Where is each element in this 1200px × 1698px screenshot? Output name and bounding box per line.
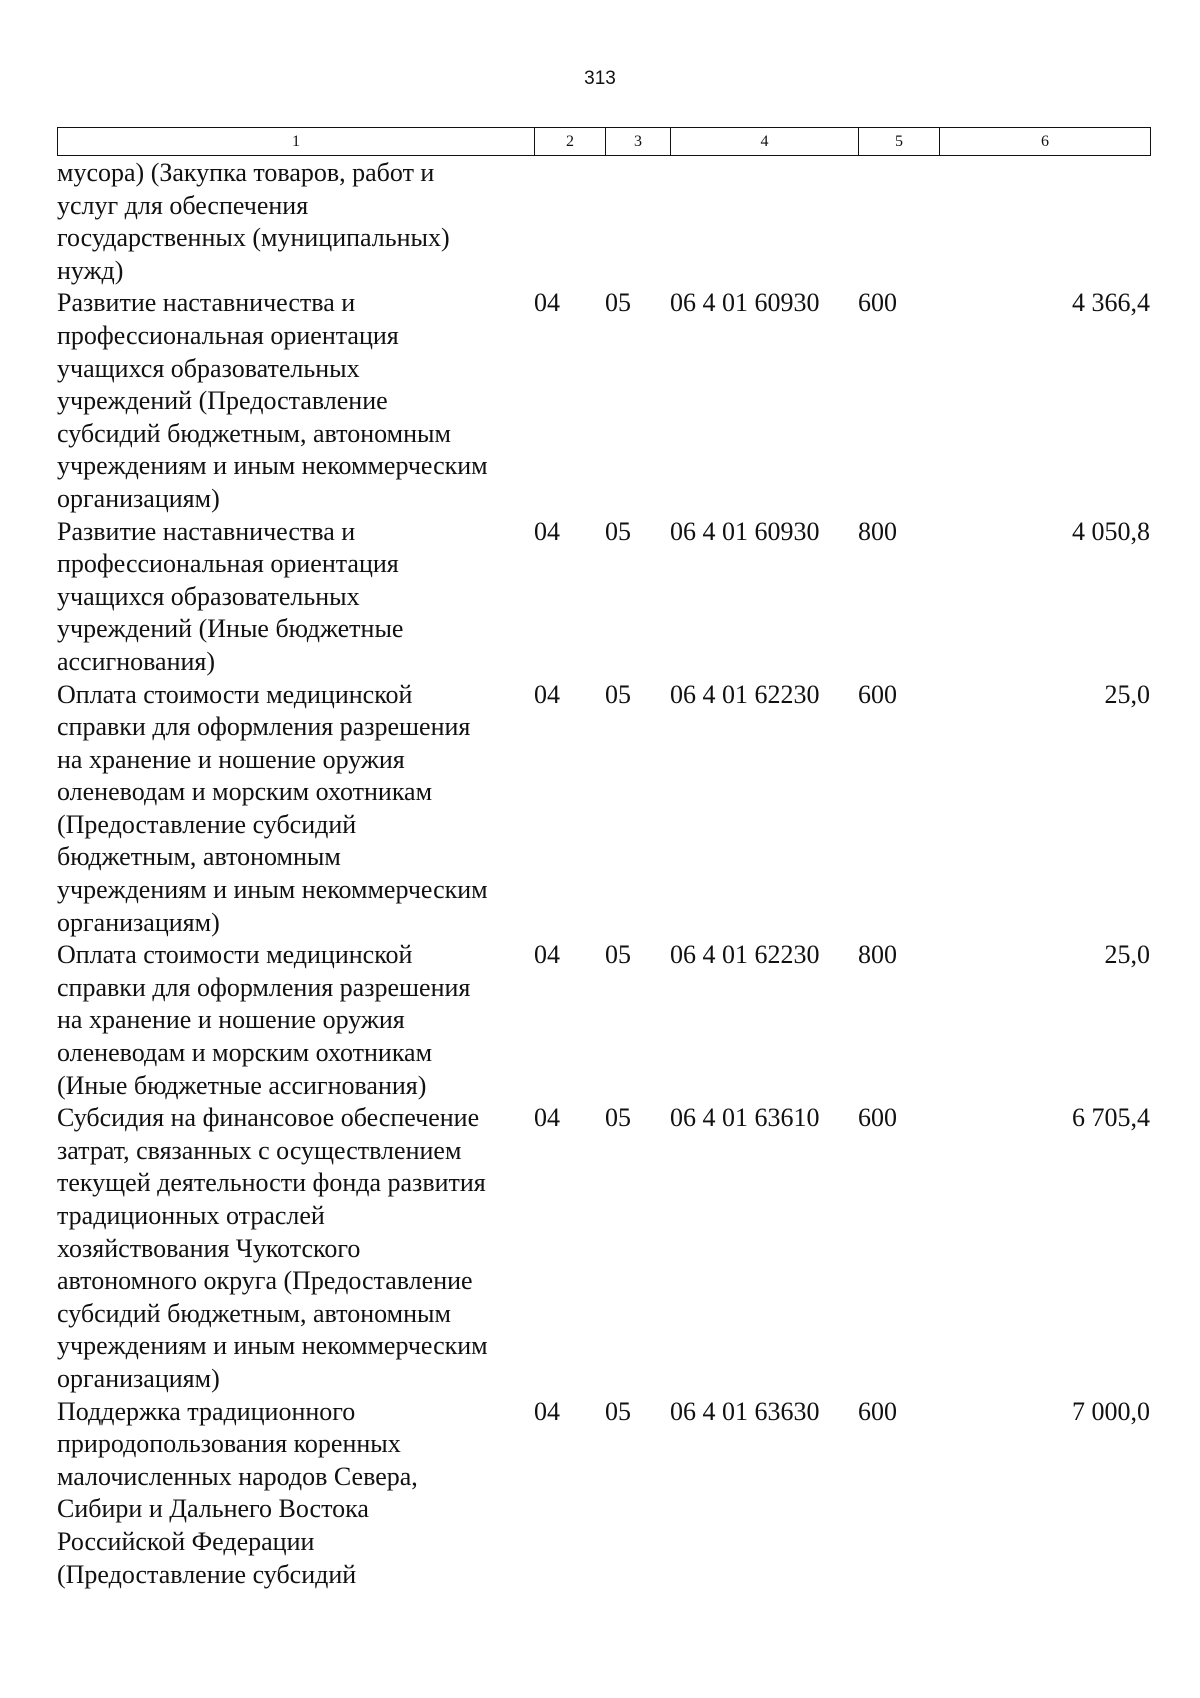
subsection-code: 05 — [605, 516, 631, 546]
amount — [939, 157, 1150, 287]
amount: 7 000,0 — [1072, 1396, 1150, 1426]
amount: 4 050,8 — [1072, 516, 1150, 546]
expense-name-line: субсидий бюджетным, автономным — [57, 1298, 451, 1328]
expense-type-code: 600 — [858, 288, 897, 318]
expense-name-line: учреждениям и иным некоммерческим — [57, 1331, 488, 1361]
expense-name — [57, 1102, 534, 1395]
expense-name-line: учреждений (Предоставление — [57, 386, 388, 416]
expense-name-line: ассигнования) — [57, 646, 216, 676]
table-row — [57, 1102, 1150, 1395]
amount: 4 366,4 — [1072, 288, 1150, 318]
expense-name — [57, 939, 534, 1102]
table-row — [57, 157, 1150, 287]
section-code: 04 — [534, 288, 560, 318]
expense-type-code: 600 — [858, 1103, 897, 1133]
target-article-code: 06 4 01 63630 — [670, 1396, 820, 1426]
expense-name-line: Субсидия на финансовое обеспечение — [57, 1103, 480, 1133]
target-article-code: 06 4 01 60930 — [670, 516, 820, 546]
subsection-code: 05 — [605, 1396, 631, 1426]
expense-name-line: Оплата стоимости медицинской — [57, 940, 413, 970]
expense-type-code: 800 — [858, 516, 897, 546]
expense-name-line: учреждений (Иные бюджетные — [57, 614, 404, 644]
expense-name-line: учреждениям и иным некоммерческим — [57, 875, 488, 905]
expense-name-line: услуг для обеспечения — [57, 190, 309, 220]
column-header-5: 5 — [859, 128, 940, 156]
table-body — [57, 157, 1150, 1591]
expense-type-code: 600 — [858, 679, 897, 709]
expense-name-line: учащихся образовательных — [57, 581, 360, 611]
table-header — [57, 127, 1151, 156]
expense-name-line: оленеводам и морским охотникам — [57, 1038, 433, 1068]
target-article-code: 06 4 01 62230 — [670, 679, 820, 709]
expense-name — [57, 287, 534, 515]
expense-name-line: профессиональная ориентация — [57, 549, 399, 579]
expense-name-line: (Предоставление субсидий — [57, 809, 357, 839]
expense-type-code: 600 — [858, 1396, 897, 1426]
expense-name-line: оленеводам и морским охотникам — [57, 777, 433, 807]
expense-name-line: мусора) (Закупка товаров, работ и — [57, 158, 435, 187]
subsection-code: 05 — [605, 679, 631, 709]
amount: 25,0 — [1104, 940, 1150, 970]
expense-name-line: природопользования коренных — [57, 1429, 401, 1459]
target-article-code: 06 4 01 60930 — [670, 288, 820, 318]
section-code — [534, 157, 605, 287]
page-number: 313 — [584, 68, 616, 89]
expense-type-code: 800 — [858, 940, 897, 970]
subsection-code — [605, 157, 670, 287]
expense-name-line: организациям) — [57, 1363, 220, 1393]
expense-name-line: справки для оформления разрешения — [57, 712, 471, 742]
expense-name-line: бюджетным, автономным — [57, 842, 341, 872]
column-header-1: 1 — [58, 128, 535, 156]
expense-name-line: текущей деятельности фонда развития — [57, 1168, 486, 1198]
table-row — [57, 679, 1150, 940]
amount: 25,0 — [1104, 679, 1150, 709]
expense-name-line: организациям) — [57, 483, 220, 513]
column-header-3: 3 — [606, 128, 671, 156]
expense-name-line: государственных (муниципальных) — [57, 223, 450, 253]
table-row — [57, 287, 1150, 515]
expense-name-line: профессиональная ориентация — [57, 320, 399, 350]
section-code: 04 — [534, 1103, 560, 1133]
expense-name-line: Развитие наставничества и — [57, 516, 356, 546]
subsection-code: 05 — [605, 288, 631, 318]
expense-name-line: малочисленных народов Севера, — [57, 1461, 418, 1491]
expense-name-line: Поддержка традиционного — [57, 1396, 356, 1426]
expense-name-line: хозяйствования Чукотского — [57, 1233, 361, 1263]
expense-name-line: автономного округа (Предоставление — [57, 1266, 473, 1296]
table-row — [57, 939, 1150, 1102]
expense-name-line: Оплата стоимости медицинской — [57, 679, 413, 709]
expense-name-line: (Иные бюджетные ассигнования) — [57, 1070, 427, 1100]
expense-name-line: субсидий бюджетным, автономным — [57, 418, 451, 448]
expense-name-line: справки для оформления разрешения — [57, 972, 471, 1002]
section-code: 04 — [534, 516, 560, 546]
expense-name — [57, 679, 534, 940]
expense-name — [57, 1396, 534, 1592]
expense-name-line: на хранение и ношение оружия — [57, 744, 405, 774]
expense-name-line: Сибири и Дальнего Востока — [57, 1494, 369, 1524]
column-header-2: 2 — [535, 128, 606, 156]
expense-name-line: нужд) — [57, 255, 124, 285]
table-row — [57, 516, 1150, 679]
expense-name-line: учащихся образовательных — [57, 353, 360, 383]
expense-name-line: (Предоставление субсидий — [57, 1559, 357, 1589]
expense-name — [57, 157, 534, 287]
target-article-code — [670, 157, 858, 287]
expense-name-line: на хранение и ношение оружия — [57, 1005, 405, 1035]
expense-type-code — [858, 157, 939, 287]
amount: 6 705,4 — [1072, 1103, 1150, 1133]
expense-name-line: учреждениям и иным некоммерческим — [57, 451, 488, 481]
target-article-code: 06 4 01 62230 — [670, 940, 820, 970]
expense-name-line: организациям) — [57, 907, 220, 937]
column-header-4: 4 — [671, 128, 859, 156]
section-code: 04 — [534, 940, 560, 970]
expense-name-line: Развитие наставничества и — [57, 288, 356, 318]
table-row — [57, 1396, 1150, 1592]
section-code: 04 — [534, 679, 560, 709]
expense-name — [57, 516, 534, 679]
column-header-6: 6 — [940, 128, 1151, 156]
expense-name-line: традиционных отраслей — [57, 1201, 325, 1230]
subsection-code: 05 — [605, 940, 631, 970]
expense-name-line: Российской Федерации — [57, 1526, 315, 1556]
expense-name-line: затрат, связанных с осуществлением — [57, 1135, 462, 1165]
target-article-code: 06 4 01 63610 — [670, 1103, 820, 1133]
section-code: 04 — [534, 1396, 560, 1426]
subsection-code: 05 — [605, 1103, 631, 1133]
